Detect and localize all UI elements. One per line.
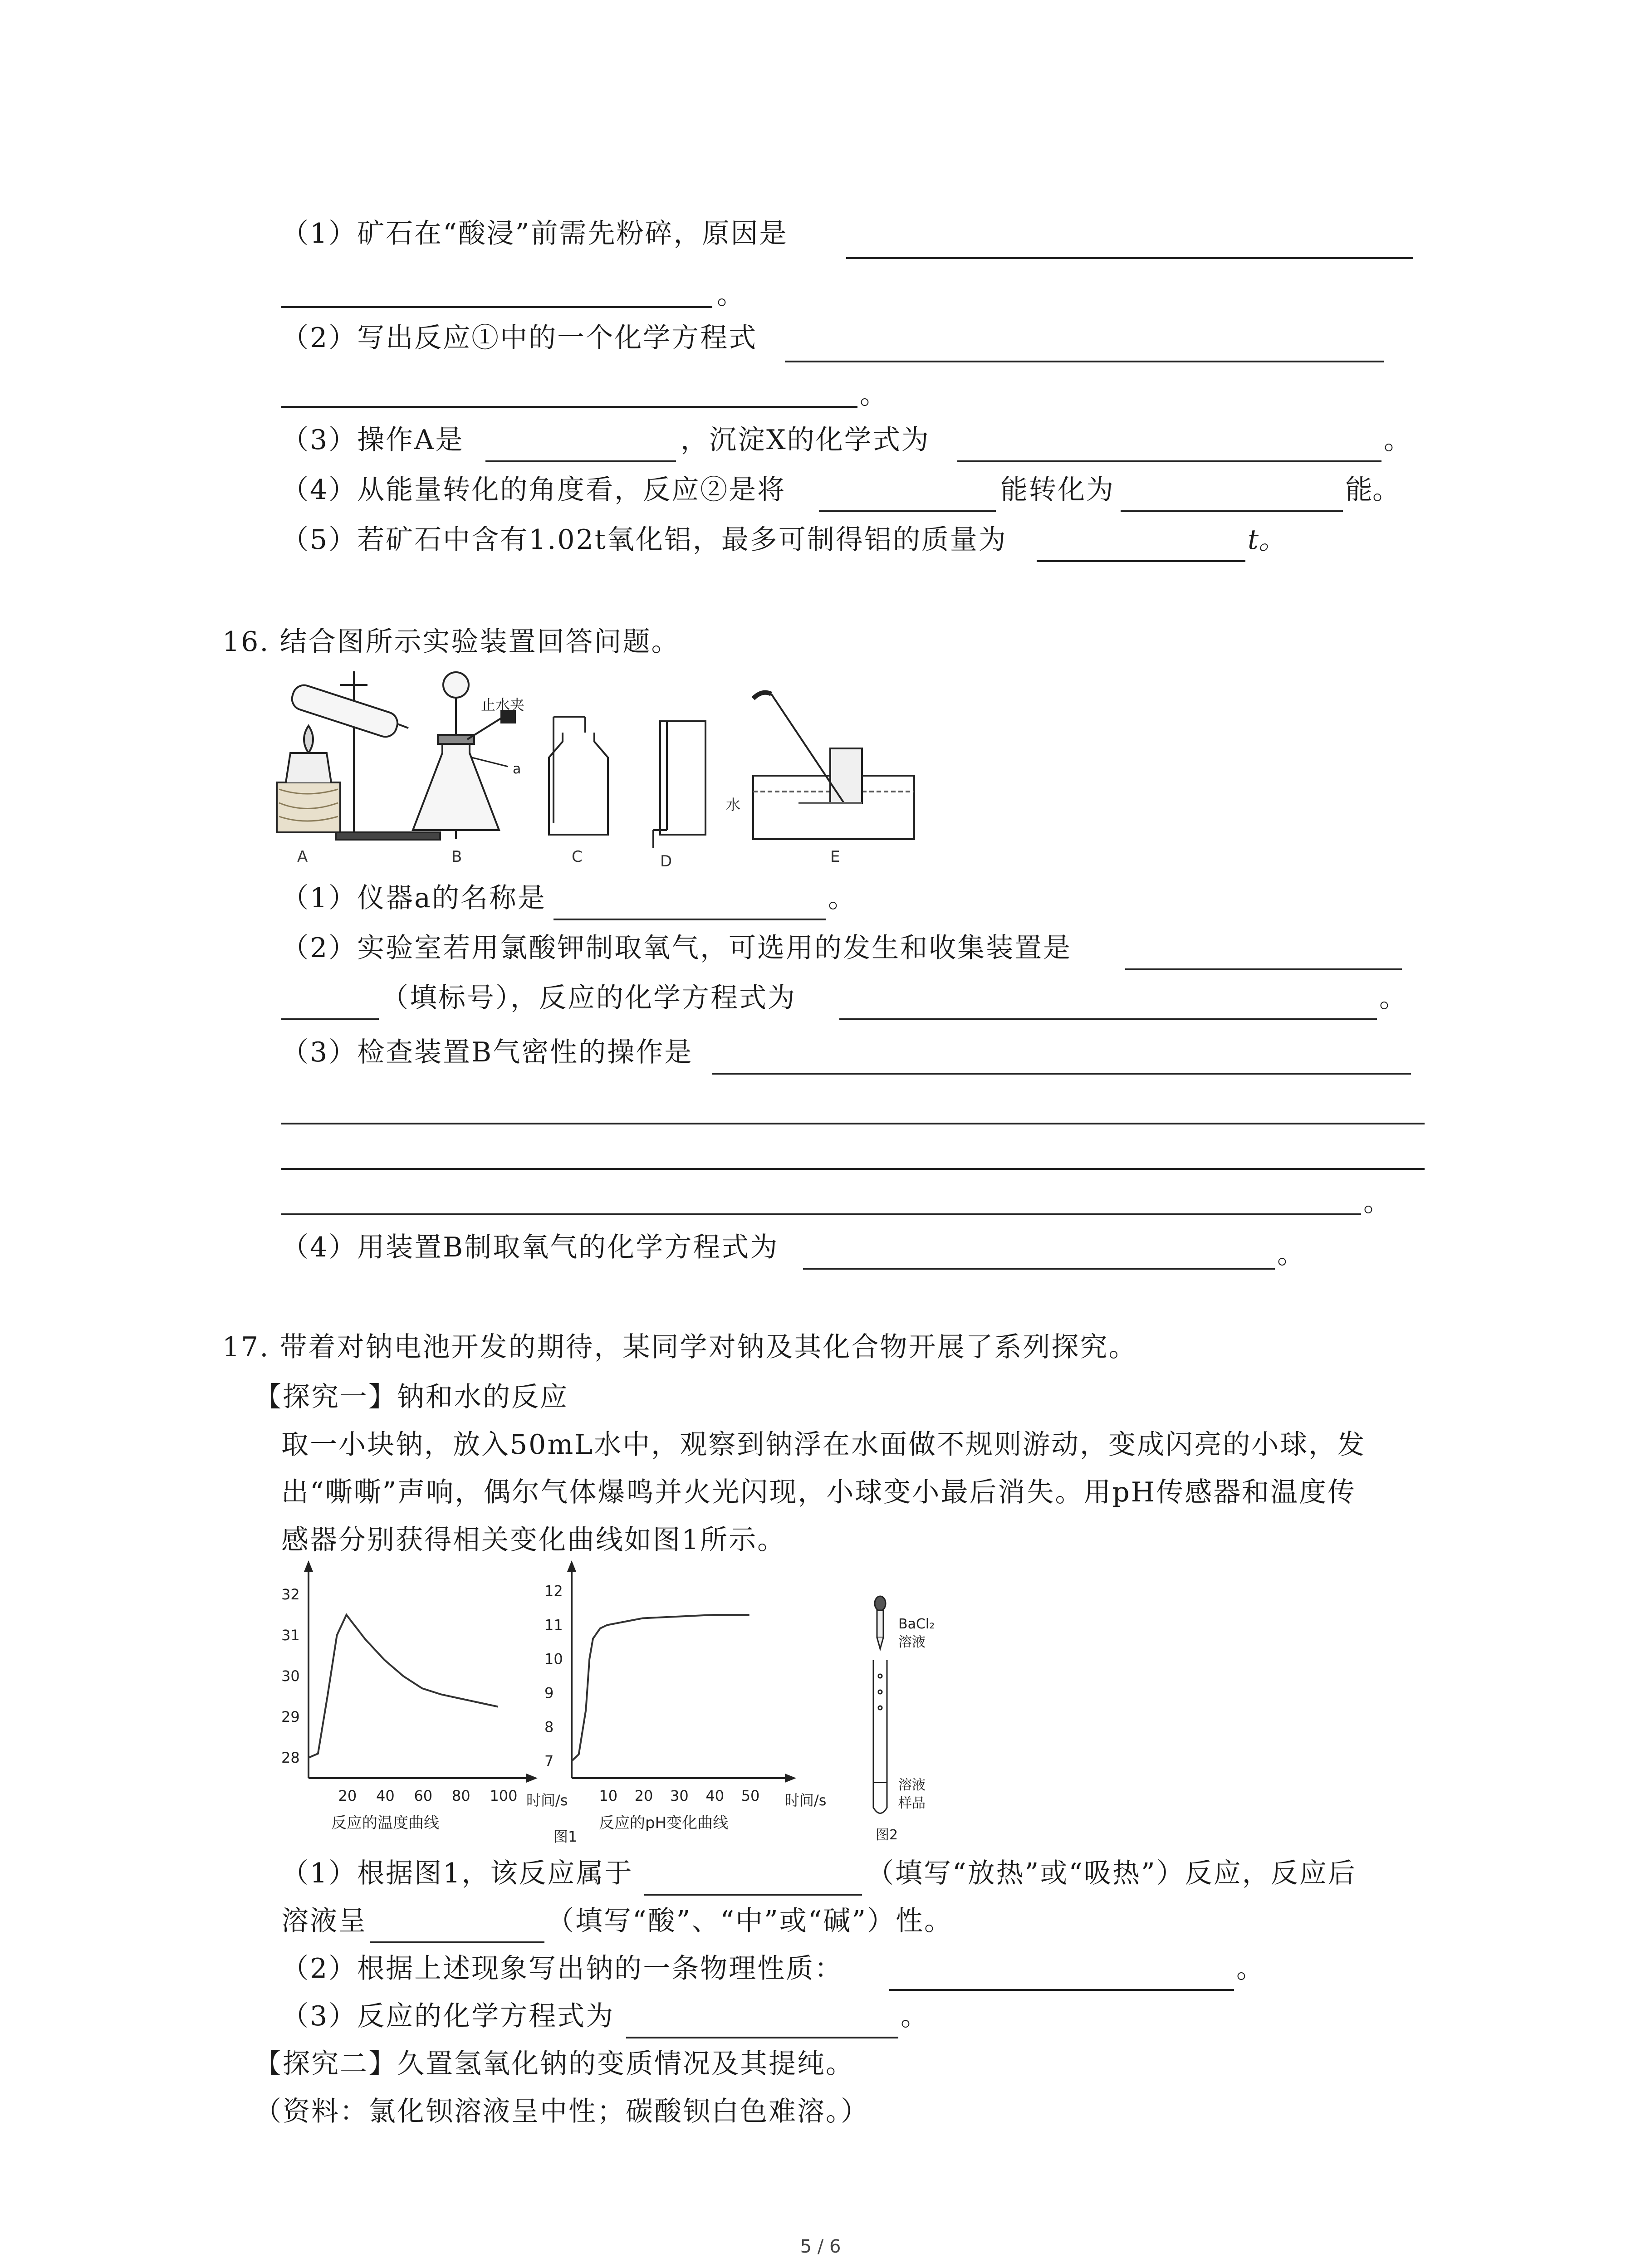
temp-x-tick-label: 60 <box>414 1787 433 1804</box>
temp-y-tick-label: 29 <box>281 1708 300 1725</box>
label-clamp: 止水夹 <box>481 696 525 714</box>
page-number: 5 / 6 <box>800 2236 841 2257</box>
label-c: C <box>572 848 583 866</box>
q16-answer-blank-2a[interactable] <box>1125 968 1402 970</box>
q15-part4a: （4）从能量转化的角度看，反应②是将 <box>281 474 786 506</box>
fig2-reagent-label: BaCl₂ <box>898 1616 935 1632</box>
q17-part1a: （1）根据图1，该反应属于 <box>281 1857 633 1889</box>
q17-exploration1-line2: 出“嘶嘶”声响，偶尔气体爆鸣并火光闪现，小球变小最后消失。用pH传感器和温度传 <box>281 1476 1357 1508</box>
ph-x-tick-label: 50 <box>741 1787 760 1804</box>
figure-2-caption: 图2 <box>876 1827 898 1843</box>
temp-x-tick-label: 100 <box>490 1787 518 1804</box>
label-water: 水 <box>726 796 741 813</box>
q16-part4-end: 。 <box>1277 1238 1304 1270</box>
q16-part3a: （3）检查装置B气密性的操作是 <box>281 1036 693 1068</box>
q17-part2-end: 。 <box>1236 1953 1264 1984</box>
q15-part3a: （3）操作A是 <box>281 424 464 456</box>
q15-part4b: 能转化为 <box>1000 474 1115 506</box>
q17-answer-blank-1a[interactable] <box>644 1894 862 1896</box>
q16-answer-blank-3b[interactable] <box>281 1123 1425 1124</box>
temp-y-tick-label: 31 <box>281 1627 300 1644</box>
q17-answer-blank-3[interactable] <box>626 2037 898 2038</box>
apparatus-e <box>753 693 914 839</box>
q16-answer-blank-3d[interactable] <box>281 1213 1361 1215</box>
fig2-sample-label-2: 样品 <box>898 1795 926 1811</box>
q16-apparatus-figure <box>272 667 939 880</box>
q17-answer-blank-2[interactable] <box>889 1989 1234 1991</box>
q17-exploration1-title: 【探究一】钠和水的反应 <box>254 1381 568 1413</box>
q15-answer-blank-4b[interactable] <box>1121 510 1343 512</box>
q17-figure-1-charts <box>272 1556 1062 1846</box>
q15-answer-blank-3b[interactable] <box>957 460 1381 462</box>
temp-x-tick-label: 20 <box>338 1787 357 1804</box>
q17-exploration1-line1: 取一小块钠，放入50mL水中，观察到钠浮在水面做不规则游动，变成闪亮的小球，发 <box>281 1429 1366 1461</box>
temp-x-tick-label: 40 <box>376 1787 395 1804</box>
ph-series-line <box>572 1615 749 1761</box>
q15-answer-blank-1b[interactable] <box>281 306 712 308</box>
ph-x-tick-label: 30 <box>670 1787 689 1804</box>
q15-part1: （1）矿石在“酸浸”前需先粉碎，原因是 <box>281 218 788 249</box>
q15-answer-blank-2b[interactable] <box>281 406 857 408</box>
temp-chart-title: 反应的温度曲线 <box>331 1814 439 1832</box>
q16-answer-blank-4[interactable] <box>803 1268 1275 1270</box>
q16-title: 16. 结合图所示实验装置回答问题。 <box>222 626 680 658</box>
apparatus-c <box>549 717 608 835</box>
q17-part2a: （2）根据上述现象写出钠的一条物理性质： <box>281 1953 843 1984</box>
q17-exploration1-line3: 感器分别获得相关变化曲线如图1所示。 <box>281 1524 786 1556</box>
temp-y-arrow-icon <box>304 1560 313 1572</box>
q16-answer-blank-2b[interactable] <box>281 1018 379 1020</box>
q16-part2a: （2）实验室若用氯酸钾制取氧气，可选用的发生和收集装置是 <box>281 932 1072 964</box>
label-b: B <box>451 848 462 866</box>
ph-y-tick-label: 8 <box>544 1718 554 1736</box>
temperature-series-line <box>309 1615 498 1758</box>
q17-part1c: 溶液呈 <box>281 1905 367 1937</box>
apparatus-d <box>653 721 705 848</box>
ph-x-tick-label: 20 <box>634 1787 653 1804</box>
q15-part4-end: 能。 <box>1345 474 1400 506</box>
q15-part2-end: 。 <box>860 379 887 411</box>
temp-y-tick-label: 28 <box>281 1749 300 1766</box>
q16-answer-blank-2c[interactable] <box>839 1018 1377 1020</box>
label-instrument-a: a <box>513 761 521 777</box>
temp-y-tick-label: 30 <box>281 1667 300 1685</box>
ph-x-axis-label: 时间/s <box>785 1792 827 1809</box>
ph-y-tick-label: 10 <box>544 1650 563 1668</box>
ph-y-tick-label: 11 <box>544 1616 563 1634</box>
q15-answer-blank-2a[interactable] <box>785 361 1384 362</box>
label-e: E <box>830 848 840 866</box>
q16-answer-blank-3a[interactable] <box>712 1073 1411 1075</box>
q16-part4a: （4）用装置B制取氧气的化学方程式为 <box>281 1232 779 1263</box>
q16-part2-end: 。 <box>1379 982 1406 1014</box>
q15-part2: （2）写出反应①中的一个化学方程式 <box>281 322 758 354</box>
q15-part3-end: 。 <box>1384 424 1411 456</box>
q15-part5a: （5）若矿石中含有1.02t氧化铝，最多可制得铝的质量为 <box>281 524 1007 556</box>
q17-title: 17. 带着对钠电池开发的期待，某同学对钠及其化合物开展了系列探究。 <box>222 1331 1137 1363</box>
q15-answer-blank-1a[interactable] <box>846 257 1413 259</box>
q16-answer-blank-1[interactable] <box>554 919 826 920</box>
label-d: D <box>660 852 672 870</box>
fig2-reagent-label-2: 溶液 <box>898 1634 926 1650</box>
q17-part3-end: 。 <box>901 2000 928 2032</box>
q15-part5-unit: t。 <box>1248 524 1286 556</box>
q17-exploration2-title: 【探究二】久置氢氧化钠的变质情况及其提纯。 <box>254 2048 854 2080</box>
temp-x-tick-label: 80 <box>451 1787 470 1804</box>
ph-y-tick-label: 12 <box>544 1582 563 1600</box>
fig2-sample-label-1: 溶液 <box>898 1777 926 1793</box>
ph-y-tick-label: 7 <box>544 1752 554 1770</box>
q16-part1a: （1）仪器a的名称是 <box>281 882 546 914</box>
q15-part3b: ，沉淀X的化学式为 <box>681 424 930 456</box>
temp-y-tick-label: 32 <box>281 1586 300 1603</box>
q16-part2b: （填标号），反应的化学方程式为 <box>381 982 796 1014</box>
q17-part3a: （3）反应的化学方程式为 <box>281 2000 615 2032</box>
q17-part1d: （填写“酸”、“中”或“碱”）性。 <box>547 1905 953 1937</box>
ph-x-arrow-icon <box>785 1774 796 1783</box>
ph-chart-title: 反应的pH变化曲线 <box>599 1814 729 1832</box>
q15-answer-blank-4a[interactable] <box>819 510 996 512</box>
ph-y-arrow-icon <box>567 1560 576 1572</box>
figure-1-caption: 图1 <box>554 1828 578 1845</box>
ph-x-tick-label: 10 <box>599 1787 618 1804</box>
q17-answer-blank-1b[interactable] <box>370 1941 544 1943</box>
q15-answer-blank-3a[interactable] <box>485 460 676 462</box>
q16-answer-blank-3c[interactable] <box>281 1168 1425 1170</box>
apparatus-a <box>277 671 440 840</box>
ph-y-tick-label: 9 <box>544 1684 554 1702</box>
ph-x-tick-label: 40 <box>705 1787 725 1804</box>
q15-part1-end: 。 <box>717 279 744 311</box>
q15-answer-blank-5[interactable] <box>1037 560 1245 562</box>
temp-x-axis-label: 时间/s <box>526 1792 568 1809</box>
label-a: A <box>297 848 308 866</box>
q17-exploration2-note: （资料：氯化钡溶液呈中性；碳酸钡白色难溶。） <box>254 2096 869 2127</box>
ph-chart <box>544 1560 826 1832</box>
temperature-chart <box>281 1560 568 1832</box>
q16-part3-end: 。 <box>1363 1186 1391 1218</box>
figure-2-test-tube <box>873 1596 887 1813</box>
temp-x-arrow-icon <box>526 1774 538 1783</box>
q17-part1b: （填写“放热”或“吸热”）反应，反应后 <box>867 1857 1357 1889</box>
q16-part1-end: 。 <box>828 882 855 914</box>
